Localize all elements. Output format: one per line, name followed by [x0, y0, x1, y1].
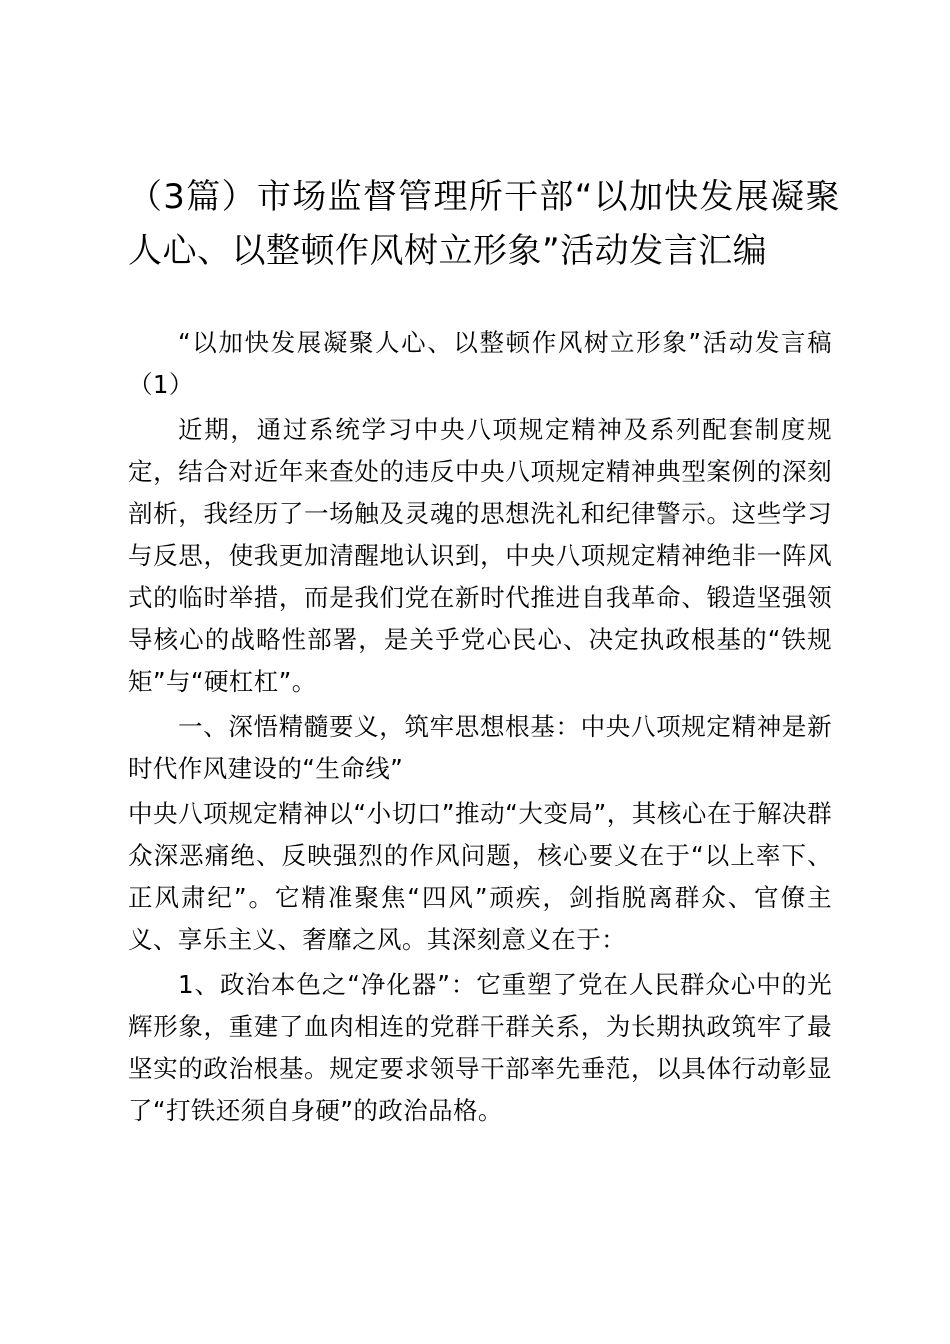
paragraph-point-1: 1、政治本色之“净化器”：它重塑了党在人民群众心中的光辉形象，重建了血肉相连的党群干群关系，为长期执政筑牢了最坚实的政治根基。规定要求领导干部率先垂范，以具体行动彰显了“打铁还须自身硬”的政治品格。	[128, 970, 832, 1125]
document-body	[128, 322, 832, 1135]
document-subtitle: “以加快发展凝聚人心、以整顿作风树立形象”活动发言稿（1）	[128, 328, 832, 399]
paragraph-intro: 近期，通过系统学习中央八项规定精神及系列配套制度规定，结合对近年来查处的违反中央八项规定精神典型案例的深刻剖析，我经历了一场触及灵魂的思想洗礼和纪律警示。这些学习与反思，使我更加清醒地认识到，中央八项规定精神绝非一阵风式的临时举措，而是我们党在新时代推进自我革命、锻造坚强领导核心的战略性部署，是关乎党心民心、决定执政根基的“铁规矩”与“硬杠杠”。	[128, 415, 832, 696]
document-title: （3篇）市场监督管理所干部“以加快发展凝聚人心、以整顿作风树立形象”活动发言汇编	[128, 177, 840, 271]
paragraph-section-1: 中央八项规定精神以“小切口”推动“大变局”，其核心在于解决群众深恶痛绝、反映强烈的作风问题，核心要义在于“以上率下、正风肃纪”。它精准聚焦“四风”顽疾，剑指脱离群众、官僚主义、享乐主义、奢靡之风。其深刻意义在于：	[128, 799, 832, 954]
section-heading-1: 一、深悟精髓要义，筑牢思想根基：中央八项规定精神是新时代作风建设的“生命线”	[128, 712, 832, 783]
